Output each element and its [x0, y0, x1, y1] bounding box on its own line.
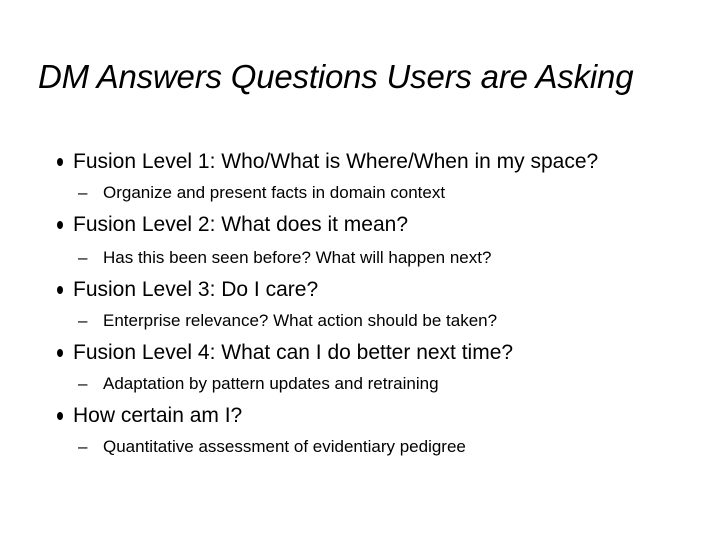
sub-bullet-text: Enterprise relevance? What action should be taken?	[103, 311, 498, 330]
bullet-dot-icon	[57, 158, 63, 166]
bullet-text: Fusion Level 4: What can I do better next time?	[73, 341, 514, 364]
dash-icon: –	[78, 183, 88, 202]
dash-icon: –	[78, 248, 88, 267]
bullet-text: How certain am I?	[73, 404, 243, 427]
bullet-dot-icon	[57, 286, 63, 294]
bullet-text: Fusion Level 1: Who/What is Where/When in my space?	[73, 150, 599, 173]
bullet-dot-icon	[57, 349, 63, 357]
bullet-text: Fusion Level 3: Do I care?	[73, 278, 319, 301]
bullet-item	[48, 210, 409, 240]
dash-icon: –	[78, 311, 88, 330]
bullet-item	[48, 338, 514, 368]
sub-bullet-text: Has this been seen before? What will happen next?	[103, 248, 492, 267]
sub-bullet-text: Organize and present facts in domain context	[103, 183, 446, 202]
slide-title: DM Answers Questions Users are Asking	[38, 58, 634, 95]
sub-bullet-text: Adaptation by pattern updates and retraining	[103, 374, 439, 393]
bullet-dot-icon	[57, 412, 63, 420]
dash-icon: –	[78, 374, 88, 393]
bullet-item	[48, 275, 319, 305]
bullet-item	[48, 401, 243, 431]
bullet-item	[48, 147, 599, 177]
bullet-dot-icon	[57, 221, 63, 229]
sub-bullet-text: Quantitative assessment of evidentiary pedigree	[103, 437, 466, 456]
bullet-text: Fusion Level 2: What does it mean?	[73, 213, 409, 236]
dash-icon: –	[78, 437, 88, 456]
